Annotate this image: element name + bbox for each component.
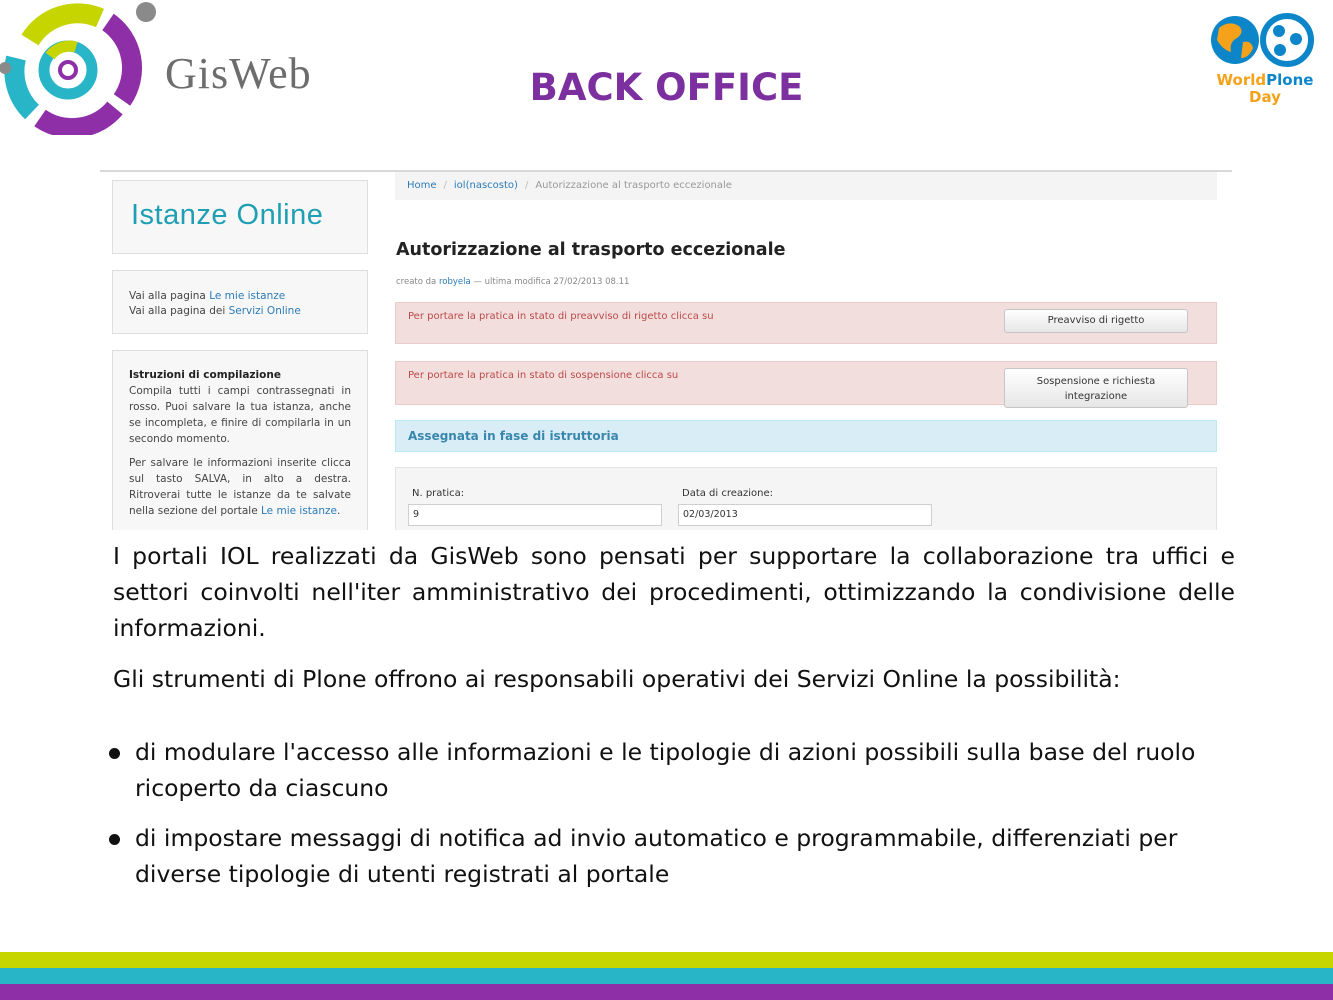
- practice-number-input[interactable]: 9: [408, 504, 662, 526]
- help-paragraph-2-end: .: [337, 505, 341, 517]
- breadcrumb: [395, 172, 1217, 200]
- breadcrumb-current: Autorizzazione al trasporto eccezionale: [535, 180, 732, 191]
- list-item: [105, 734, 1235, 806]
- suspension-alert-text: Per portare la pratica in stato di sospensione clicca su: [408, 370, 679, 381]
- suspension-alert: [395, 361, 1217, 405]
- breadcrumb-separator: /: [443, 180, 447, 191]
- bullet-dot: [109, 834, 120, 845]
- stripe-lime: [0, 952, 1333, 968]
- byline-suffix: — ultima modifica 27/02/2013 08.11: [470, 277, 630, 287]
- back-office-screenshot: [100, 170, 1232, 530]
- world-plone-day-mark: [1205, 8, 1325, 72]
- istanze-online-logo-box: [112, 180, 368, 254]
- suspension-request-button[interactable]: [1004, 368, 1188, 408]
- breadcrumb-separator: /: [524, 180, 529, 191]
- byline-prefix: creato da: [396, 277, 439, 287]
- features-list: [105, 734, 1235, 906]
- form-panel: [395, 467, 1217, 530]
- rejection-notice-button[interactable]: Preavviso di rigetto: [1004, 309, 1188, 333]
- help-title: Istruzioni di compilazione: [129, 369, 281, 381]
- wpd-world: World: [1216, 71, 1267, 89]
- link-line-2-prefix: Vai alla pagina dei: [129, 305, 229, 317]
- wpd-plone: Plone: [1266, 71, 1314, 89]
- stripe-cyan: [0, 968, 1333, 984]
- help-box: [112, 350, 368, 530]
- online-services-link[interactable]: Servizi Online: [228, 305, 301, 317]
- tools-paragraph: Gli strumenti di Plone offrono ai responsabili operativi dei Servizi Online la possibilità:: [113, 665, 1121, 693]
- help-paragraph-2: [129, 455, 351, 519]
- link-line-1: [129, 289, 367, 304]
- status-bar: Assegnata in fase di istruttoria: [395, 420, 1217, 452]
- rejection-alert-text: Per portare la pratica in stato di preavviso di rigetto clicca su: [408, 311, 714, 322]
- bullet-dot: [109, 748, 120, 759]
- slide-title: BACK OFFICE: [529, 66, 804, 109]
- footer-stripes: [0, 952, 1333, 1000]
- creation-date-label: Data di creazione:: [682, 488, 774, 499]
- stripe-purple: [0, 984, 1333, 1000]
- suspension-button-line-2: integrazione: [1064, 391, 1128, 402]
- list-item-text: di modulare l'accesso alle informazioni e le tipologie di azioni possibili sulla base del ruolo ricoperto da ciascuno: [135, 738, 1196, 802]
- breadcrumb-home[interactable]: Home: [407, 180, 437, 191]
- author-link[interactable]: robyela: [438, 277, 471, 287]
- intro-paragraph: I portali IOL realizzati da GisWeb sono pensati per supportare la collaborazione tra uffici e settori coinvolti nell'iter amministrativo dei procedimenti, ottimizzando la condivisione delle informazioni.: [113, 542, 1235, 642]
- my-requests-link[interactable]: Le mie istanze: [209, 290, 286, 302]
- wpd-day: Day: [1249, 88, 1281, 106]
- gisweb-brand-text: GisWeb: [165, 49, 312, 98]
- help-paragraph-2-text: Per salvare le informazioni inserite clicca sul tasto SALVA, in alto a destra. Ritroverai tutte le istanze da te salvate nella sezione del portale: [129, 457, 351, 517]
- side-links-box: [112, 270, 368, 334]
- world-plone-day-text: [1205, 72, 1325, 106]
- breadcrumb-section[interactable]: iol(nascosto): [453, 180, 518, 191]
- document-byline: [396, 277, 629, 287]
- world-plone-day-logo: [1205, 8, 1325, 118]
- document-title: Autorizzazione al trasporto eccezionale: [396, 240, 786, 260]
- help-my-requests-link[interactable]: Le mie istanze: [261, 505, 337, 517]
- link-line-2: [129, 304, 367, 319]
- istanze-online-logo: Istanze Online: [131, 199, 324, 231]
- suspension-button-line-1: Sospensione e richiesta: [1036, 376, 1156, 387]
- practice-number-label: N. pratica:: [412, 488, 465, 499]
- link-line-1-prefix: Vai alla pagina: [129, 290, 210, 302]
- help-paragraph-1: Compila tutti i campi contrassegnati in rosso. Puoi salvare la tua istanza, anche se incompleta, e finire di compilarla in un secondo momento.: [129, 385, 351, 445]
- rejection-alert: [395, 302, 1217, 344]
- creation-date-input[interactable]: 02/03/2013: [678, 504, 932, 526]
- list-item-text: di impostare messaggi di notifica ad invio automatico e programmabile, differenziati per diverse tipologie di utenti registrati al portale: [135, 824, 1178, 888]
- list-item: [105, 820, 1235, 892]
